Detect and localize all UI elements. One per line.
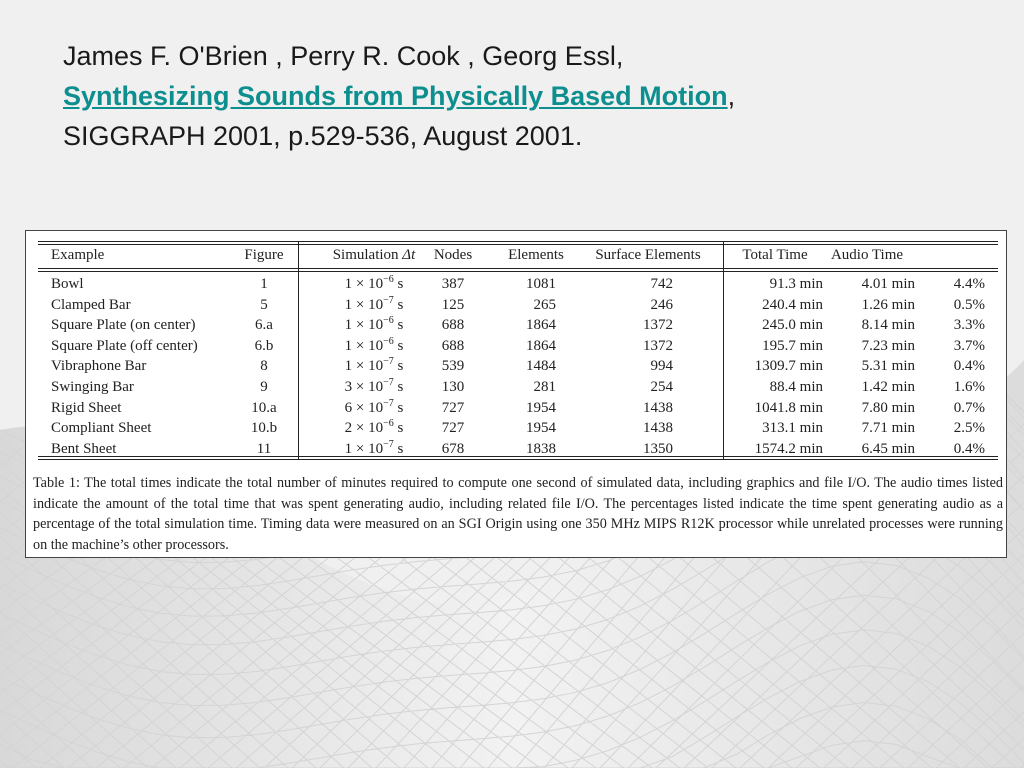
cell-surface-elements: 1372	[643, 317, 673, 334]
cell-total-time: 1309.7 min	[754, 358, 823, 375]
cell-elements: 1954	[526, 420, 556, 437]
cell-audio-percent: 0.4%	[953, 358, 985, 375]
cell-example: Compliant Sheet	[51, 420, 152, 437]
timestep-mantissa: 6 × 10	[344, 399, 384, 416]
citation	[63, 36, 993, 156]
cell-audio-percent: 4.4%	[953, 276, 985, 292]
cell-elements: 1484	[526, 358, 556, 375]
cell-total-time: 195.7 min	[762, 337, 823, 354]
timestep-exponent: −7	[383, 438, 394, 450]
cell-example: Bowl	[51, 276, 84, 292]
cell-total-time: 88.4 min	[769, 379, 823, 395]
table-rule-header-double	[38, 271, 998, 272]
cell-figure: 10.b	[250, 420, 278, 437]
cell-surface-elements: 254	[650, 379, 673, 395]
table-rule-bottom-double	[38, 459, 998, 460]
header-nodes: Nodes	[433, 247, 473, 263]
cell-nodes: 688	[441, 317, 465, 334]
cell-timestep	[309, 335, 439, 355]
cell-audio-percent: 0.4%	[953, 440, 985, 457]
cell-figure: 6.a	[255, 317, 273, 334]
timestep-mantissa: 1 × 10	[344, 358, 384, 375]
table-rule-top-double	[38, 244, 998, 245]
cell-figure: 6.b	[254, 337, 274, 354]
cell-total-time: 91.3 min	[769, 276, 823, 292]
timestep-mantissa: 1 × 10	[344, 296, 384, 313]
timestep-exponent: −6	[383, 335, 394, 347]
timestep-exponent: −7	[383, 377, 394, 388]
cell-surface-elements: 1350	[643, 440, 673, 457]
timestep-mantissa: 1 × 10	[344, 440, 384, 457]
cell-audio-time: 7.71 min	[861, 420, 915, 437]
timestep-exponent: −7	[383, 397, 394, 409]
cell-elements: 1838	[526, 440, 556, 457]
cell-surface-elements: 1372	[643, 337, 673, 354]
cell-audio-percent: 0.5%	[953, 296, 985, 313]
header-elements: Elements	[508, 247, 564, 263]
cell-elements: 1081	[526, 276, 556, 292]
cell-audio-time: 5.31 min	[861, 358, 915, 375]
cell-figure: 9	[260, 379, 268, 395]
table-caption: Table 1: The total times indicate the total number of minutes required to compute one second of simulated data, including graphics and file I/O. The audio times listed indicate the amount of the total time that was spent generating audio, including related file I/O. The percentages listed indicate the time spent generating audio as a percentage of the total simulation time. Timing data were measured on an SGI Origin using one 350 MHz MIPS R12K processor while unrelated processes were running on the machine’s other processors.	[33, 475, 1003, 553]
cell-timestep	[309, 317, 439, 334]
cell-timestep	[309, 379, 439, 396]
cell-nodes: 678	[441, 440, 465, 457]
timestep-mantissa: 1 × 10	[344, 337, 384, 354]
timestep-unit: s	[393, 276, 404, 292]
timestep-mantissa: 1 × 10	[344, 276, 384, 292]
timestep-mantissa: 1 × 10	[344, 317, 384, 334]
cell-nodes: 727	[441, 399, 465, 416]
cell-surface-elements: 1438	[643, 420, 673, 437]
cell-timestep	[309, 294, 439, 314]
cell-audio-time: 1.26 min	[861, 296, 915, 313]
timestep-unit: s	[393, 317, 404, 334]
cell-timestep	[309, 420, 439, 437]
cell-nodes: 539	[441, 358, 465, 375]
table-figure	[25, 230, 1007, 558]
header-figure: Figure	[244, 247, 284, 263]
cell-nodes: 125	[441, 296, 465, 313]
cell-nodes: 727	[441, 420, 465, 437]
cell-total-time: 1574.2 min	[754, 440, 823, 457]
table-rule-top	[38, 241, 998, 242]
timestep-unit: s	[393, 337, 404, 354]
timestep-unit: s	[393, 379, 404, 395]
cell-figure: 5	[260, 296, 268, 313]
timestep-unit: s	[393, 440, 404, 457]
cell-nodes: 387	[441, 276, 465, 292]
timing-table	[38, 241, 998, 455]
timestep-unit: s	[393, 399, 404, 416]
header-audio-time: Audio Time	[830, 247, 904, 263]
table-vline-1	[298, 241, 299, 459]
paper-title-link[interactable]: Synthesizing Sounds from Physically Based Motion	[63, 81, 728, 111]
timestep-exponent: −7	[383, 356, 394, 368]
cell-audio-time: 7.80 min	[861, 399, 915, 416]
timestep-mantissa: 3 × 10	[344, 379, 384, 395]
timestep-exponent: −6	[383, 418, 394, 430]
cell-surface-elements: 742	[650, 276, 673, 292]
cell-audio-percent: 2.5%	[953, 420, 985, 437]
header-total-time: Total Time	[742, 247, 808, 263]
cell-timestep	[309, 438, 439, 458]
cell-figure: 8	[260, 358, 268, 375]
cell-nodes: 688	[441, 337, 465, 354]
cell-timestep	[309, 358, 439, 375]
cell-audio-time: 7.23 min	[861, 337, 915, 354]
timestep-exponent: −7	[383, 294, 394, 306]
cell-elements: 1864	[526, 317, 556, 334]
cell-surface-elements: 1438	[643, 399, 673, 416]
timestep-unit: s	[393, 420, 404, 437]
header-dt: Δt	[402, 247, 416, 263]
citation-venue: SIGGRAPH 2001, p.529-536, August 2001.	[63, 121, 583, 151]
title-comma: ,	[727, 81, 736, 111]
cell-example: Vibraphone Bar	[51, 358, 147, 375]
header-simulation: Simulation	[332, 247, 399, 263]
cell-total-time: 245.0 min	[762, 317, 823, 334]
timestep-unit: s	[393, 296, 404, 313]
cell-example: Rigid Sheet	[51, 399, 122, 416]
timestep-unit: s	[393, 358, 404, 375]
cell-audio-percent: 0.7%	[953, 399, 985, 416]
timestep-exponent: −6	[383, 274, 394, 285]
cell-audio-percent: 3.7%	[953, 337, 985, 354]
citation-authors: James F. O'Brien , Perry R. Cook , Georg Essl,	[63, 41, 624, 71]
header-example: Example	[51, 247, 105, 263]
cell-audio-time: 4.01 min	[861, 276, 915, 292]
cell-surface-elements: 994	[650, 358, 673, 375]
cell-elements: 281	[533, 379, 556, 395]
cell-nodes: 130	[441, 379, 465, 395]
cell-example: Square Plate (on center)	[51, 317, 196, 334]
table-rule-header	[38, 268, 998, 269]
cell-elements: 265	[533, 296, 556, 313]
cell-audio-time: 8.14 min	[861, 317, 915, 334]
cell-example: Square Plate (off center)	[51, 337, 198, 354]
cell-total-time: 313.1 min	[762, 420, 823, 437]
cell-timestep	[309, 276, 439, 293]
cell-figure: 11	[256, 440, 272, 457]
cell-audio-percent: 3.3%	[953, 317, 985, 334]
cell-example: Clamped Bar	[51, 296, 131, 313]
cell-elements: 1864	[526, 337, 556, 354]
cell-total-time: 240.4 min	[762, 296, 823, 313]
cell-timestep	[309, 397, 439, 417]
header-surface-elements: Surface Elements	[595, 247, 701, 263]
cell-example: Bent Sheet	[51, 440, 117, 457]
header-simulation-dt	[309, 247, 439, 264]
cell-figure: 10.a	[251, 399, 277, 416]
cell-audio-percent: 1.6%	[953, 379, 985, 395]
cell-audio-time: 1.42 min	[861, 379, 915, 395]
cell-audio-time: 6.45 min	[861, 440, 915, 457]
cell-elements: 1954	[526, 399, 556, 416]
timestep-exponent: −6	[383, 315, 394, 327]
cell-figure: 1	[260, 276, 268, 292]
cell-example: Swinging Bar	[51, 379, 134, 395]
cell-total-time: 1041.8 min	[754, 399, 823, 416]
timestep-mantissa: 2 × 10	[344, 420, 384, 437]
cell-surface-elements: 246	[650, 296, 673, 313]
